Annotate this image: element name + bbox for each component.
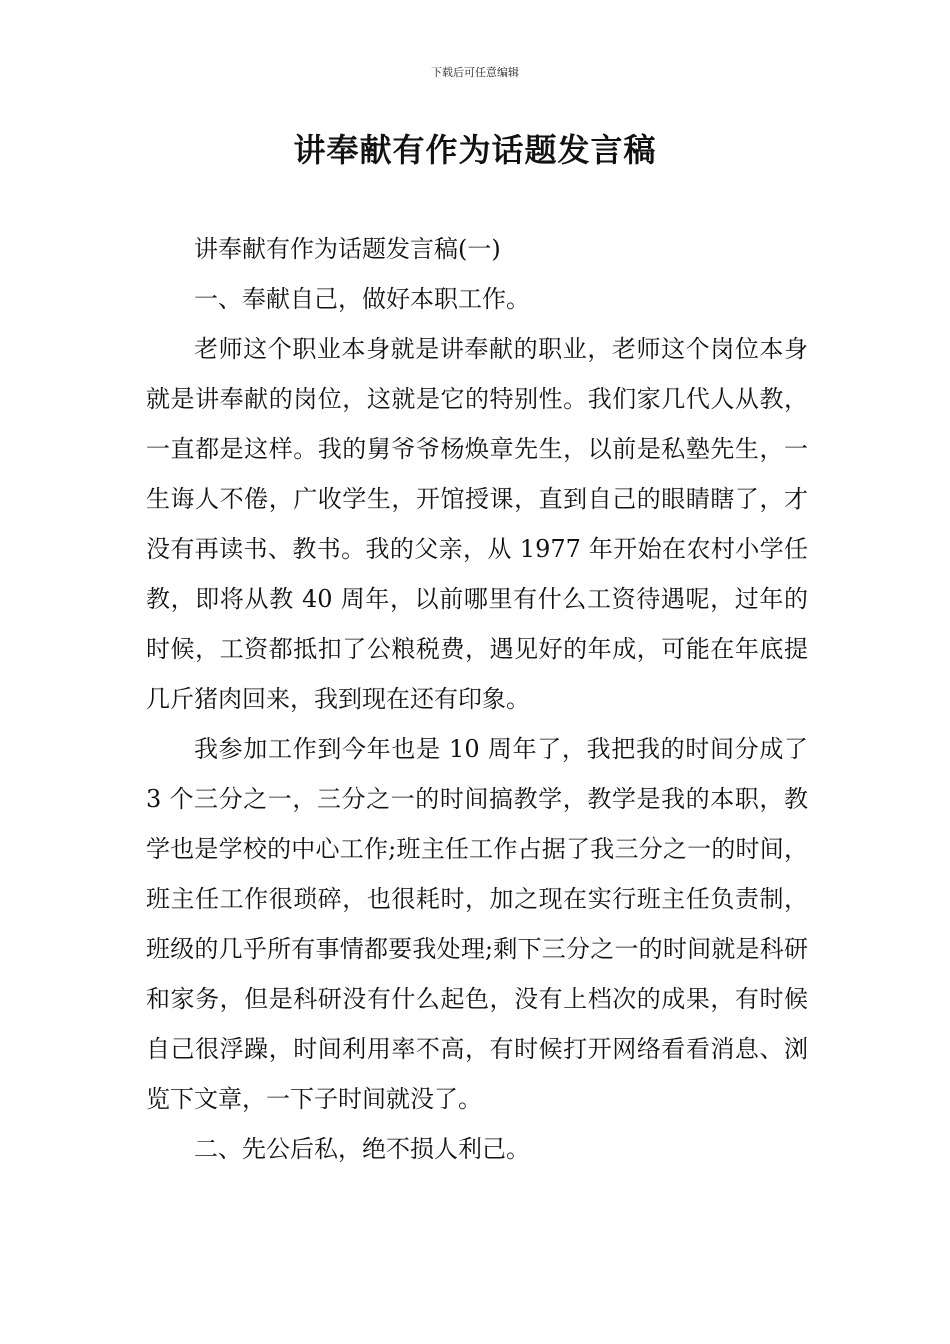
- header-note: 下载后可任意编辑: [431, 66, 519, 79]
- paragraph-section-heading-1: 一、奉献自己，做好本职工作。: [194, 285, 530, 313]
- document-body: [146, 224, 808, 1174]
- paragraph-body: 我参加工作到今年也是 10 周年了，我把我的时间分成了 3 个三分之一，三分之一的时间搞教学，教学是我的本职，教学也是学校的中心工作;班主任工作占据了我三分之一的时间，班主任工作很琐碎，也很耗时，加之现在实行班主任负责制，班级的几乎所有事情都要我处理;剩下三分之一的时间就是科研和家务，但是科研没有什么起色，没有上档次的成果，有时候自己很浮躁，时间利用率不高，有时候打开网络看看消息、浏览下文章，一下子时间就没了。: [146, 735, 808, 1113]
- document-title: 讲奉献有作为话题发言稿: [293, 131, 657, 169]
- paragraph-subtitle: 讲奉献有作为话题发言稿(一): [194, 235, 501, 263]
- paragraph-body: 老师这个职业本身就是讲奉献的职业，老师这个岗位本身就是讲奉献的岗位，这就是它的特别性。我们家几代人从教，一直都是这样。我的舅爷爷杨焕章先生，以前是私塾先生，一生诲人不倦，广收学生，开馆授课，直到自己的眼睛瞎了，才没有再读书、教书。我的父亲，从 1977 年开始在农村小学任教，即将从教 40 周年，以前哪里有什么工资待遇呢，过年的时候，工资都抵扣了公粮税费，遇见好的年成，可能在年底提几斤猪肉回来，我到现在还有印象。: [146, 335, 808, 713]
- paragraph-section-heading-2: 二、先公后私，绝不损人利己。: [194, 1135, 530, 1163]
